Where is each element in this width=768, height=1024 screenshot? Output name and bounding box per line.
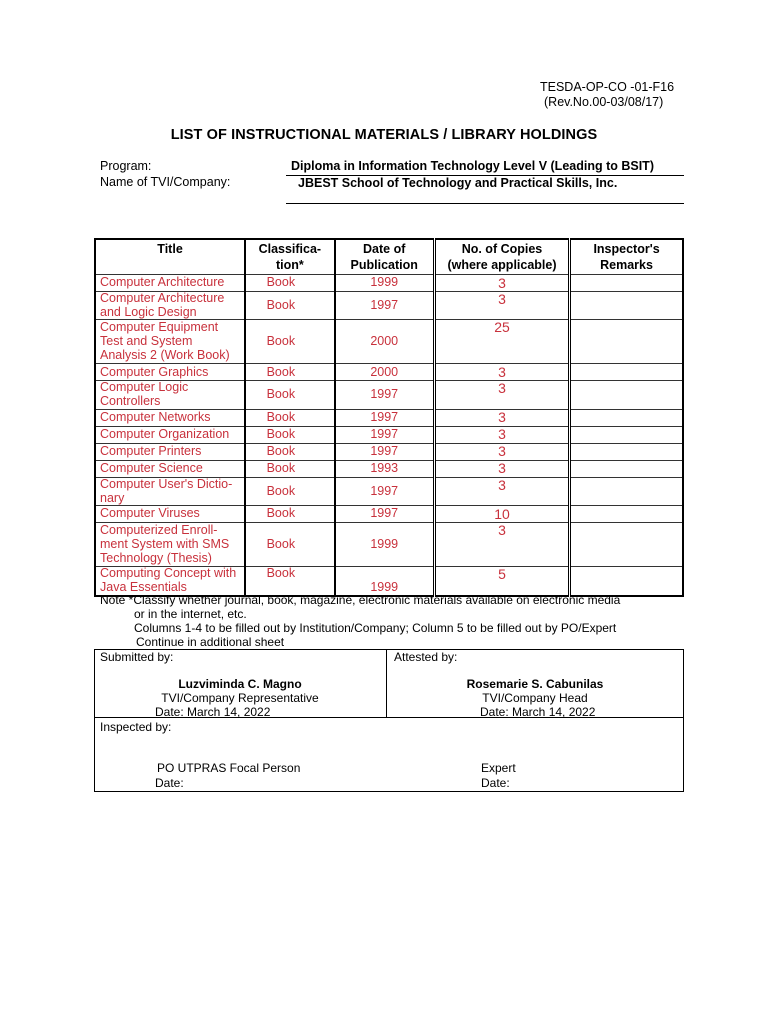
cell-classification: Book [245,292,334,320]
cell-year: 1997 [335,506,435,523]
cell-remarks [570,275,683,292]
table-row [95,506,683,523]
form-code-block [540,80,674,110]
cell-title: Computer User's Dictio-nary [95,477,245,505]
cell-copies: 25 [434,320,569,364]
table-row [95,567,683,596]
program-label: Program: [100,159,152,173]
note-line-3: Columns 1-4 to be filled out by Institution/Company; Column 5 to be filled out by PO/Expert [134,621,617,635]
cell-remarks [570,426,683,443]
cell-classification: Book [245,477,334,505]
cell-title: Computer Logic Controllers [95,381,245,409]
cell-copies: 3 [434,477,569,505]
submitted-name: Luzviminda C. Magno [178,677,302,691]
table-row [95,381,683,409]
cell-copies: 3 [434,460,569,477]
cell-remarks [570,364,683,381]
cell-year: 1997 [335,409,435,426]
cell-year: 1993 [335,460,435,477]
cell-year: 1997 [335,426,435,443]
cell-title: Computer Architecture and Logic Design [95,292,245,320]
cell-classification: Book [245,364,334,381]
tvi-value: JBEST School of Technology and Practical Skills, Inc. [298,176,618,190]
attested-role: TVI/Company Head [482,691,588,705]
cell-title: Computer Equipment Test and System Analysis 2 (Work Book) [95,320,245,364]
cell-year: 1997 [335,292,435,320]
cell-remarks [570,292,683,320]
table-row [95,443,683,460]
cell-copies: 10 [434,506,569,523]
cell-copies: 3 [434,364,569,381]
cell-copies: 3 [434,523,569,567]
cell-copies: 3 [434,381,569,409]
inspected-by-label: Inspected by: [100,720,172,734]
cell-title: Computer Organization [95,426,245,443]
cell-copies: 3 [434,292,569,320]
table-header-row [95,239,683,275]
cell-title: Computer Graphics [95,364,245,381]
cell-year: 2000 [335,364,435,381]
expert-role: Expert [481,761,516,775]
cell-year: 1997 [335,477,435,505]
table-row [95,477,683,505]
attested-by-label: Attested by: [394,650,458,664]
holdings-table [94,238,684,597]
cell-remarks [570,320,683,364]
table-row [95,523,683,567]
cell-classification: Book [245,409,334,426]
cell-remarks [570,409,683,426]
note-line-2: or in the internet, etc. [134,607,247,621]
cell-title: Computer Networks [95,409,245,426]
attested-date: Date: March 14, 2022 [480,705,596,719]
cell-remarks [570,477,683,505]
cell-remarks [570,443,683,460]
cell-copies: 3 [434,443,569,460]
page-title: LIST OF INSTRUCTIONAL MATERIALS / LIBRARY HOLDINGS [170,127,598,143]
cell-classification: Book [245,506,334,523]
cell-remarks [570,381,683,409]
table-row [95,320,683,364]
header-classification: Classifica- tion* [245,239,334,275]
note-line-4: Continue in additional sheet [136,635,285,649]
cell-year: 1997 [335,443,435,460]
cell-year: 1999 [335,567,435,596]
tvi-label: Name of TVI/Company: [100,175,231,189]
cell-remarks [570,506,683,523]
cell-classification: Book [245,523,334,567]
table-row [95,409,683,426]
form-code: TESDA-OP-CO -01-F16 [540,80,675,94]
cell-classification: Book [245,443,334,460]
cell-title: Computer Printers [95,443,245,460]
cell-classification: Book [245,426,334,443]
cell-year: 1997 [335,381,435,409]
cell-year: 1999 [335,275,435,292]
po-date: Date: [155,776,184,790]
attested-name: Rosemarie S. Cabunilas [466,677,604,691]
table-row [95,426,683,443]
cell-title: Computer Architecture [95,275,245,292]
table-row [95,460,683,477]
cell-title: Computer Science [95,460,245,477]
header-remarks: Inspector's Remarks [570,239,683,275]
cell-classification: Book [245,567,334,596]
cell-copies: 5 [434,567,569,596]
header-copies: No. of Copies (where applicable) [434,239,569,275]
cell-remarks [570,460,683,477]
classification-note [100,593,620,649]
cell-year: 2000 [335,320,435,364]
cell-classification: Book [245,460,334,477]
table-row [95,275,683,292]
po-role: PO UTPRAS Focal Person [157,761,301,775]
cell-remarks [570,523,683,567]
cell-copies: 3 [434,426,569,443]
submitted-by-label: Submitted by: [100,650,174,664]
header-title: Title [95,239,245,275]
table-row [95,292,683,320]
cell-title: Computerized Enroll-ment System with SMS Technology (Thesis) [95,523,245,567]
cell-copies: 3 [434,275,569,292]
cell-remarks [570,567,683,596]
submitted-date: Date: March 14, 2022 [155,705,271,719]
table-row [95,364,683,381]
program-value: Diploma in Information Technology Level V (Leading to BSIT) [291,159,654,173]
cell-title: Computing Concept with Java Essentials [95,567,245,596]
note-line-1: Note *Classify whether journal, book, magazine, electronic materials available on electronic media [100,593,621,607]
cell-classification: Book [245,381,334,409]
submitted-role: TVI/Company Representative [161,691,319,705]
tvi-underline [286,203,684,204]
revision-number: (Rev.No.00-03/08/17) [544,95,664,109]
cell-title: Computer Viruses [95,506,245,523]
cell-classification: Book [245,320,334,364]
expert-date: Date: [481,776,510,790]
header-date: Date of Publication [335,239,435,275]
cell-classification: Book [245,275,334,292]
cell-year: 1999 [335,523,435,567]
cell-copies: 3 [434,409,569,426]
